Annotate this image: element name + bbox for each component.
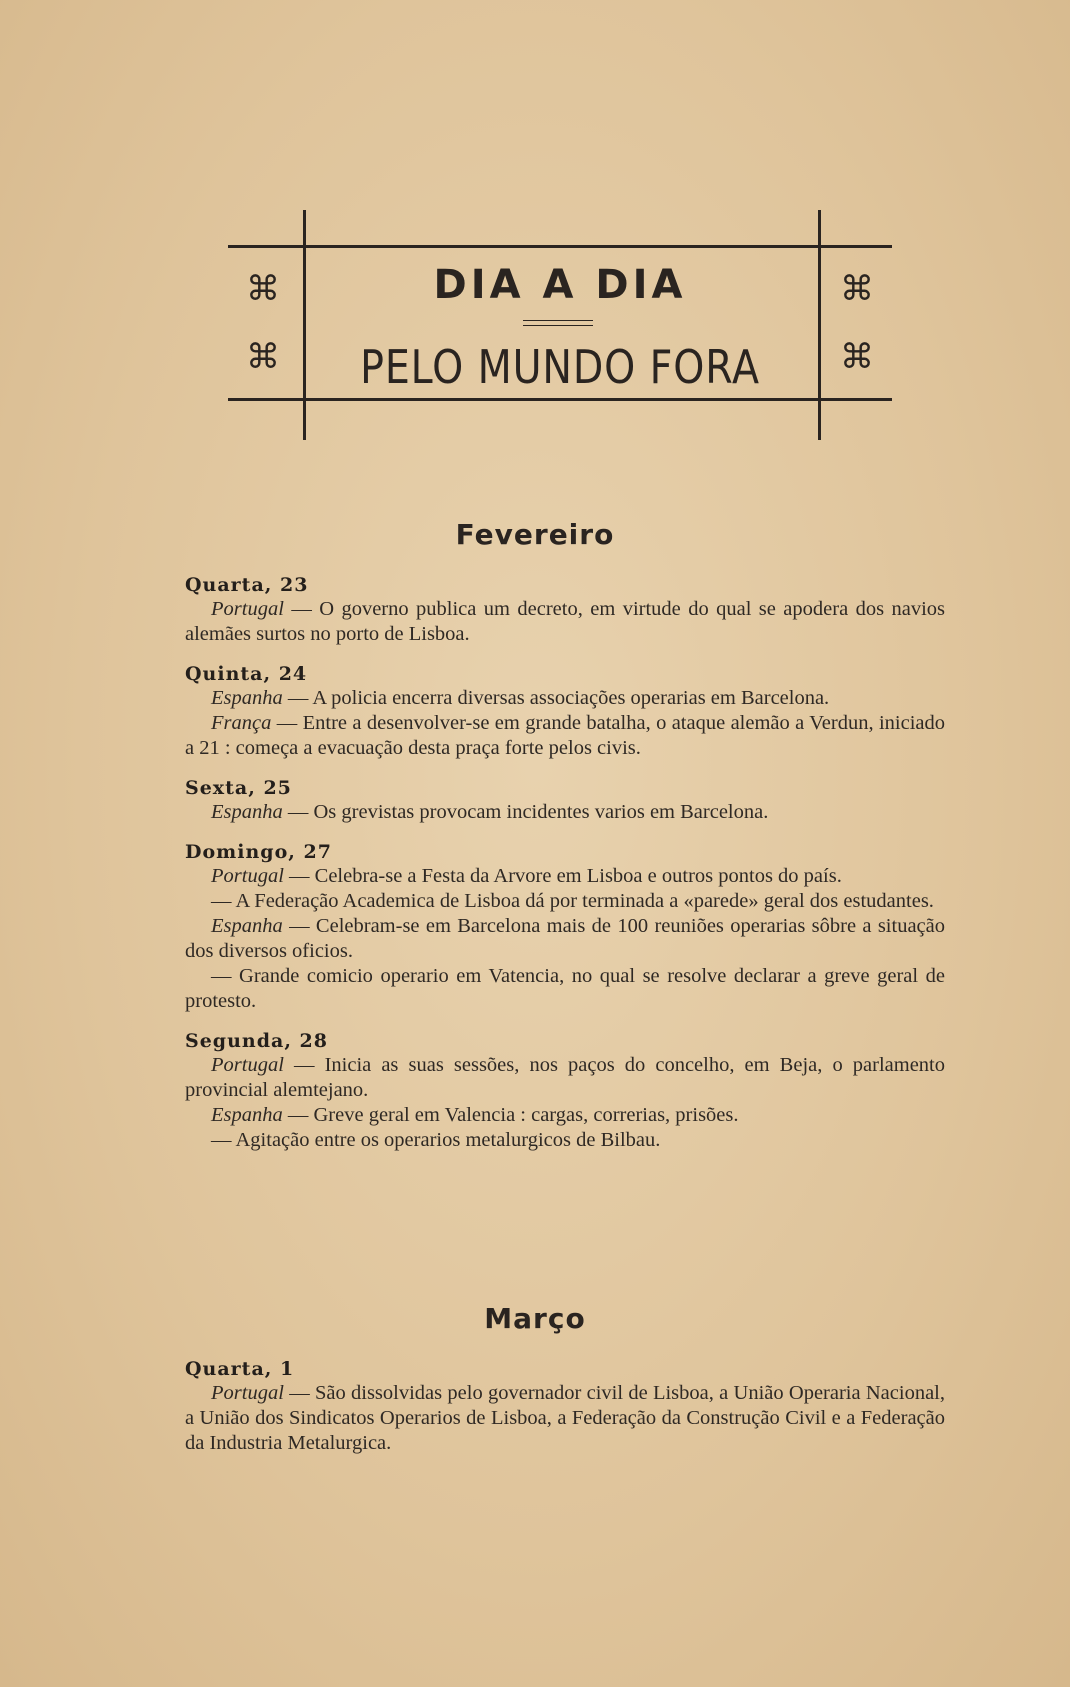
day-label: Segunda, 28 <box>185 1030 328 1052</box>
news-item <box>185 914 945 964</box>
clover-ornament-icon: ⌘ <box>246 337 280 377</box>
header-right-divider <box>818 210 821 440</box>
day-label: Sexta, 25 <box>185 777 292 799</box>
news-text: — Grande comicio operario em Vatencia, no qual se resolve declarar a greve geral de protesto. <box>185 965 945 1012</box>
month-heading: Fevereiro <box>455 518 615 551</box>
day-label: Quarta, 1 <box>185 1358 295 1380</box>
country-name: Espanha <box>211 1104 283 1126</box>
day-entry <box>185 1030 945 1153</box>
news-text: — São dissolvidas pelo governador civil de Lisboa, a União Operaria Nacional, a União dos Sindicatos Operarios de Lisboa, a Federação da Construção Civil e a Federação da Industria Metalurgica. <box>185 1382 946 1454</box>
day-label: Quinta, 24 <box>185 663 308 685</box>
header-bottom-rule <box>228 398 892 401</box>
country-name: França <box>211 712 272 734</box>
news-item <box>185 964 945 1014</box>
page-header <box>228 210 892 440</box>
clover-ornament-icon: ⌘ <box>840 269 874 309</box>
news-item <box>185 597 945 647</box>
news-item <box>185 1381 945 1456</box>
section-title: DIA A DIA <box>433 262 687 308</box>
header-left-divider <box>303 210 306 440</box>
news-text: — A Federação Academica de Lisboa dá por terminada a «parede» geral dos estudantes. <box>211 890 934 912</box>
news-item <box>185 800 945 825</box>
country-name: Portugal <box>211 865 284 887</box>
chronicle-march <box>185 1358 945 1456</box>
clover-ornament-icon: ⌘ <box>246 269 280 309</box>
day-entry <box>185 574 945 647</box>
day-entry <box>185 663 945 761</box>
news-text: — Celebra-se a Festa da Arvore em Lisboa e outros pontos do país. <box>289 865 842 887</box>
section-subtitle: PELO MUNDO FORA <box>360 340 760 394</box>
day-label: Quarta, 23 <box>185 574 309 596</box>
title-double-rule <box>523 320 593 326</box>
news-text: — Agitação entre os operarios metalurgicos de Bilbau. <box>211 1129 661 1151</box>
day-entry <box>185 841 945 1014</box>
country-name: Portugal <box>211 598 284 620</box>
country-name: Espanha <box>211 801 283 823</box>
news-text: — Os grevistas provocam incidentes varios em Barcelona. <box>287 801 769 823</box>
country-name: Portugal <box>211 1054 284 1076</box>
day-label: Domingo, 27 <box>185 841 332 863</box>
country-name: Portugal <box>211 1382 284 1404</box>
day-entry <box>185 1358 945 1456</box>
chronicle-february <box>185 574 945 1169</box>
news-item <box>185 711 945 761</box>
news-item <box>185 686 945 711</box>
news-item <box>185 864 945 889</box>
news-text: — Inicia as suas sessões, nos paços do concelho, em Beja, o parlamento provincial alemtejano. <box>185 1054 946 1101</box>
news-text: — Celebram-se em Barcelona mais de 100 reuniões operarias sôbre a situação dos diversos oficios. <box>185 915 945 962</box>
day-entry <box>185 777 945 825</box>
news-text: — O governo publica um decreto, em virtude do qual se apodera dos navios alemães surtos no porto de Lisboa. <box>185 598 945 645</box>
news-text: — A policia encerra diversas associações operarias em Barcelona. <box>287 687 830 709</box>
country-name: Espanha <box>211 687 283 709</box>
news-item <box>185 1103 945 1128</box>
news-text: — Entre a desenvolver-se em grande batalha, o ataque alemão a Verdun, iniciado a 21 : começa a evacuação desta praça forte pelos civis. <box>185 712 945 759</box>
news-item <box>185 889 945 914</box>
header-top-rule <box>228 245 892 248</box>
month-heading: Março <box>484 1302 586 1335</box>
news-item <box>185 1053 945 1103</box>
country-name: Espanha <box>211 915 283 937</box>
news-text: — Greve geral em Valencia : cargas, correrias, prisões. <box>287 1104 739 1126</box>
clover-ornament-icon: ⌘ <box>840 337 874 377</box>
news-item <box>185 1128 945 1153</box>
